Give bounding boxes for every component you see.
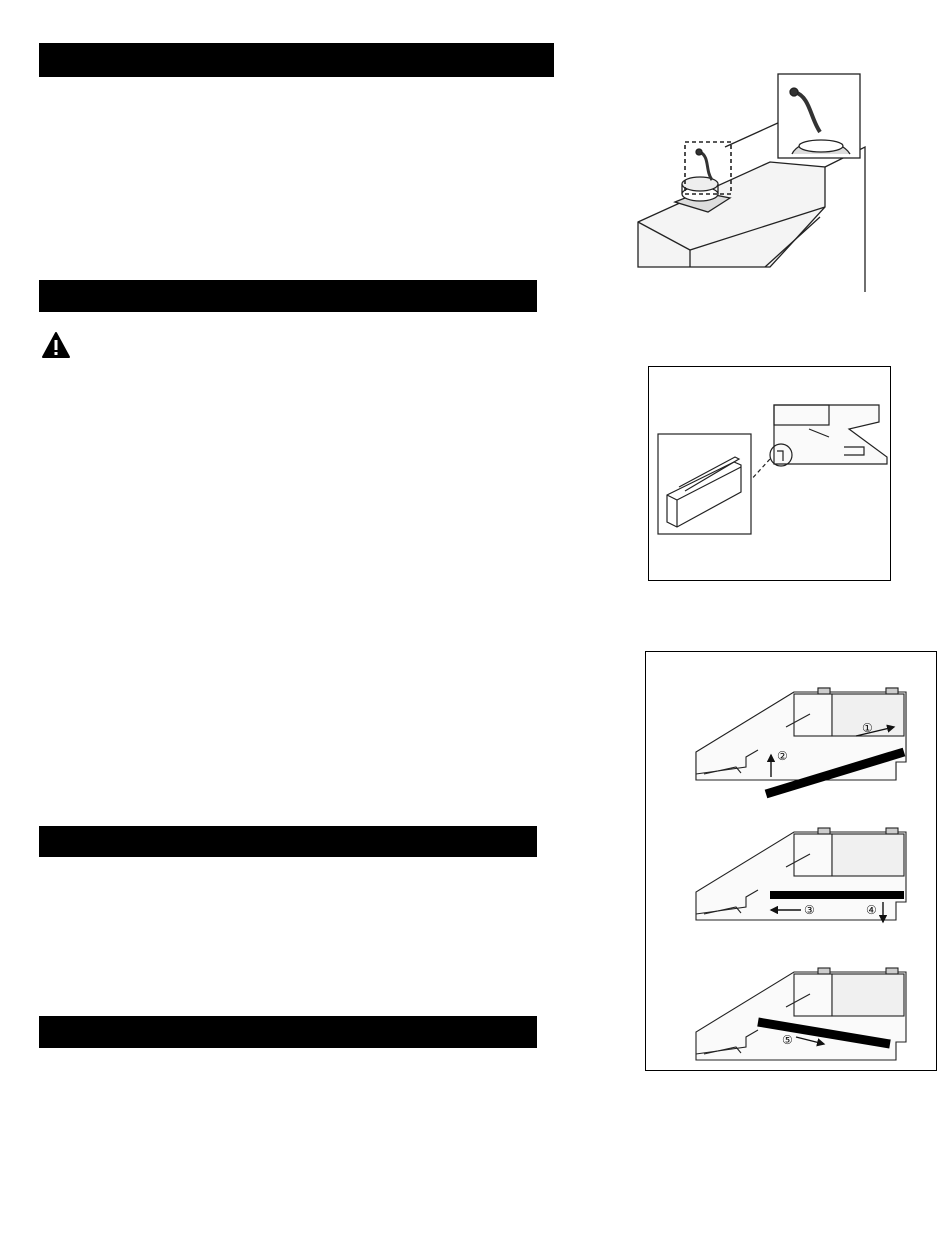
step-marker: ② [777, 749, 788, 763]
section-header-bar [39, 280, 537, 312]
filter-slot-figure [648, 366, 891, 581]
section-header-bar [39, 1016, 537, 1048]
step-marker: ③ [804, 903, 815, 917]
section-header-bar [39, 43, 554, 77]
filter-install-figure [645, 651, 937, 1071]
step-marker: ① [862, 721, 873, 735]
section-header-bar [39, 826, 537, 857]
warning-triangle-icon [41, 331, 71, 359]
step-marker: ④ [866, 903, 877, 917]
step-marker: ⑤ [782, 1033, 793, 1047]
duct-wiring-figure [620, 62, 875, 297]
